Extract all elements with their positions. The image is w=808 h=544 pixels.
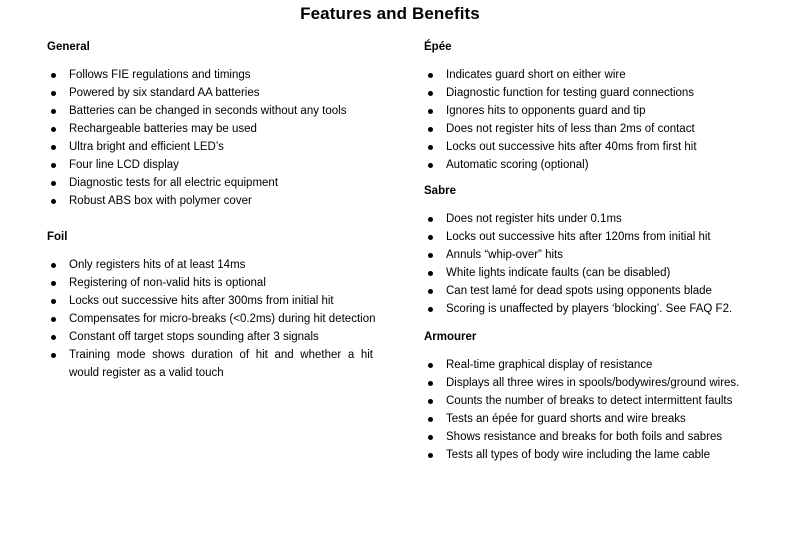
bullet-icon <box>428 417 433 422</box>
bullet-icon <box>428 163 433 168</box>
epee-section <box>424 38 764 182</box>
list-item <box>47 310 376 328</box>
list-item-text: Shows resistance and breaks for both foils and sabres <box>446 431 723 443</box>
list-item <box>424 84 764 102</box>
bullet-icon <box>51 181 56 186</box>
bullet-icon <box>428 109 433 114</box>
list-item <box>47 328 373 346</box>
list-item-text: Automatic scoring (optional) <box>446 159 589 171</box>
list-item <box>47 156 373 174</box>
list-item-text: Does not register hits under 0.1ms <box>446 213 622 225</box>
bullet-icon <box>428 289 433 294</box>
list-item-text: Locks out successive hits after 120ms from initial hit <box>446 231 711 243</box>
bullet-icon <box>51 263 56 268</box>
list-item-text: Real-time graphical display of resistance <box>446 359 653 371</box>
list-item <box>47 292 373 310</box>
list-item-text: Tests all types of body wire including the lame cable <box>446 449 711 461</box>
list-item <box>424 210 764 228</box>
bullet-icon <box>428 453 433 458</box>
list-item-text: Compensates for micro-breaks (<0.2ms) during hit detection <box>69 313 376 325</box>
list-item <box>47 138 373 156</box>
list-item <box>47 192 373 210</box>
bullet-icon <box>51 335 56 340</box>
list-item <box>424 246 764 264</box>
list-item-text: Rechargeable batteries may be used <box>69 123 257 135</box>
right-column <box>424 38 764 464</box>
foil-section <box>47 228 376 382</box>
list-item-text: Locks out successive hits after 300ms from initial hit <box>69 295 334 307</box>
bullet-icon <box>428 91 433 96</box>
bullet-icon <box>428 145 433 150</box>
general-heading: General <box>47 41 90 53</box>
bullet-icon <box>428 253 433 258</box>
list-item <box>424 410 764 428</box>
list-item <box>424 102 764 120</box>
list-item <box>424 300 764 318</box>
bullet-icon <box>428 435 433 440</box>
list-item-text: Only registers hits of at least 14ms <box>69 259 246 271</box>
general-list <box>47 66 373 210</box>
list-item-text: Scoring is unaffected by players ‘blocking’. See FAQ F2. <box>446 303 733 315</box>
bullet-icon <box>51 127 56 132</box>
bullet-icon <box>51 299 56 304</box>
epee-heading: Épée <box>424 41 452 53</box>
list-item-text: Registering of non-valid hits is optional <box>69 277 266 289</box>
foil-list <box>47 256 376 382</box>
armourer-list <box>424 356 764 464</box>
list-item <box>424 156 764 174</box>
bullet-icon <box>51 73 56 78</box>
list-item <box>424 356 764 374</box>
list-item-text: Displays all three wires in spools/bodywires/ground wires. <box>446 377 740 389</box>
list-item-text: Ultra bright and efficient LED’s <box>69 141 224 153</box>
sabre-list <box>424 210 764 318</box>
bullet-icon <box>428 271 433 276</box>
epee-list <box>424 66 764 174</box>
list-item <box>424 374 764 392</box>
list-item-text: Diagnostic tests for all electric equipment <box>69 177 279 189</box>
list-item <box>424 428 764 446</box>
list-item-text: Counts the number of breaks to detect intermittent faults <box>446 395 733 407</box>
bullet-icon <box>51 281 56 286</box>
page-title: Features and Benefits <box>300 4 480 23</box>
left-column <box>47 38 376 382</box>
list-item-text: Locks out successive hits after 40ms from first hit <box>446 141 697 153</box>
bullet-icon <box>428 73 433 78</box>
bullet-icon <box>51 317 56 322</box>
list-item <box>424 138 764 156</box>
list-item-text: Diagnostic function for testing guard connections <box>446 87 695 99</box>
list-item <box>47 120 373 138</box>
list-item <box>424 446 764 464</box>
list-item <box>424 228 764 246</box>
armourer-section <box>424 328 764 464</box>
list-item-text: White lights indicate faults (can be disabled) <box>446 267 671 279</box>
list-item-text: Ignores hits to opponents guard and tip <box>446 105 646 117</box>
bullet-icon <box>428 399 433 404</box>
bullet-icon <box>428 127 433 132</box>
armourer-heading: Armourer <box>424 331 477 343</box>
list-item <box>424 120 764 138</box>
list-item <box>424 264 764 282</box>
general-section <box>47 38 373 228</box>
list-item <box>47 102 373 120</box>
list-item <box>47 256 373 274</box>
list-item-text: Tests an épée for guard shorts and wire breaks <box>446 413 686 425</box>
list-item <box>424 282 764 300</box>
bullet-icon <box>428 235 433 240</box>
list-item-text: Training mode shows duration of hit and whether a hit would register as a valid touch <box>69 349 373 379</box>
list-item-text: Indicates guard short on either wire <box>446 69 626 81</box>
bullet-icon <box>51 145 56 150</box>
bullet-icon <box>51 163 56 168</box>
list-item-text: Powered by six standard AA batteries <box>69 87 260 99</box>
list-item <box>424 66 764 84</box>
list-item <box>47 274 373 292</box>
foil-heading: Foil <box>47 231 68 243</box>
list-item-text: Does not register hits of less than 2ms of contact <box>446 123 695 135</box>
list-item-text: Annuls “whip-over” hits <box>446 249 563 261</box>
bullet-icon <box>428 307 433 312</box>
list-item-text: Can test lamé for dead spots using opponents blade <box>446 285 712 297</box>
list-item <box>424 392 764 410</box>
sabre-heading: Sabre <box>424 185 456 197</box>
bullet-icon <box>51 91 56 96</box>
list-item-text: Batteries can be changed in seconds without any tools <box>69 105 347 117</box>
bullet-icon <box>51 353 56 358</box>
bullet-icon <box>51 199 56 204</box>
sabre-section <box>424 182 764 328</box>
bullet-icon <box>428 363 433 368</box>
list-item-text: Constant off target stops sounding after 3 signals <box>69 331 319 343</box>
bullet-icon <box>428 381 433 386</box>
bullet-icon <box>428 217 433 222</box>
list-item <box>47 84 373 102</box>
list-item <box>47 66 373 84</box>
list-item-text: Four line LCD display <box>69 159 179 171</box>
list-item-text: Robust ABS box with polymer cover <box>69 195 252 207</box>
list-item-text: Follows FIE regulations and timings <box>69 69 251 81</box>
bullet-icon <box>51 109 56 114</box>
list-item <box>47 174 373 192</box>
list-item <box>47 346 373 382</box>
